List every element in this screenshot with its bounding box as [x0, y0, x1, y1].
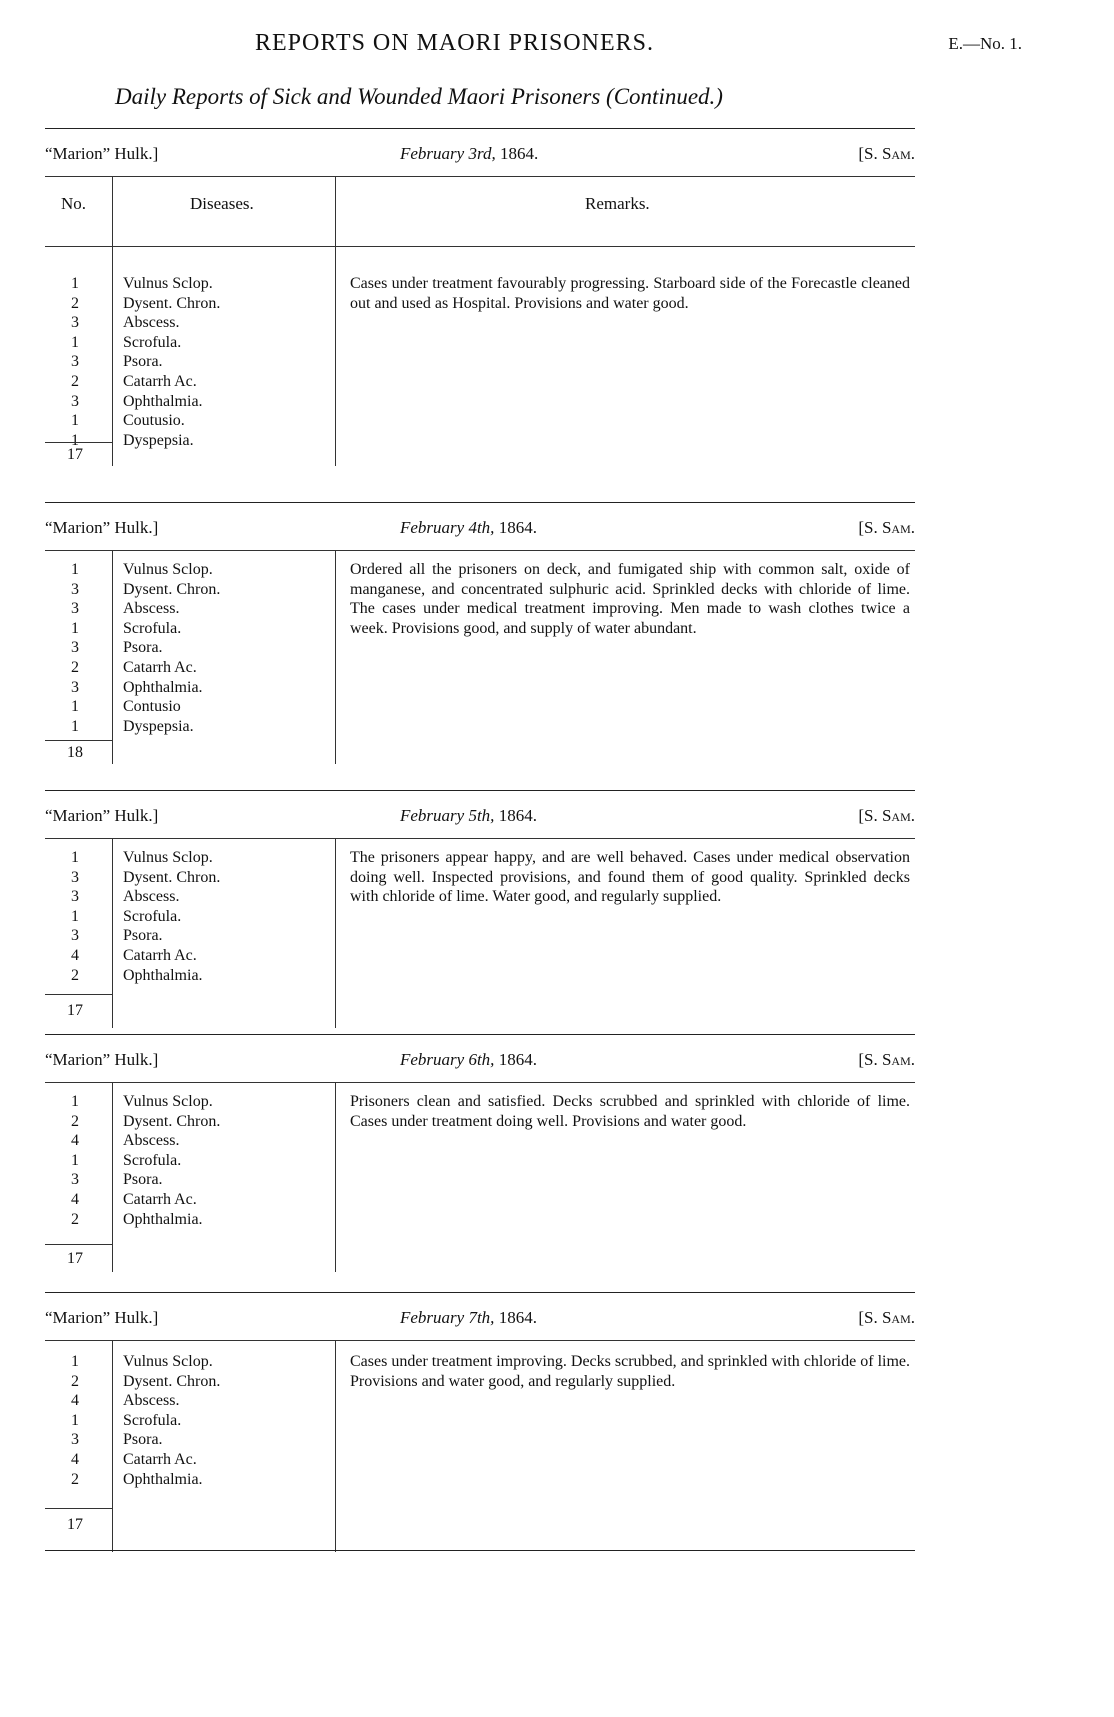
case-count: 1 — [71, 1151, 79, 1169]
daily-report — [45, 1034, 915, 1272]
meta-rule — [45, 838, 915, 839]
case-count: 1 — [71, 1411, 79, 1429]
report-top-rule — [45, 1292, 915, 1293]
daily-report — [45, 128, 915, 466]
disease-name: Vulnus Sclop. — [123, 1093, 213, 1110]
header-rule — [45, 246, 915, 247]
case-count: 3 — [71, 678, 79, 696]
meta-rule — [45, 550, 915, 551]
officer-signature: [S. Sam. — [858, 144, 915, 163]
case-count: 2 — [71, 1112, 79, 1130]
disease-name: Ophthalmia. — [123, 966, 203, 984]
disease-name: Psora. — [123, 1431, 163, 1449]
disease-name: Coutusio. — [123, 412, 185, 430]
total-rule — [45, 740, 112, 741]
total-count: 17 — [67, 1516, 83, 1533]
disease-name: Scrofula. — [123, 1151, 182, 1169]
column-divider — [335, 838, 336, 1028]
remarks-text: The prisoners appear happy, and are well behaved. Cases under medical observation doing well. Inspected provisions, and found them of good quality. Sprinkled decks with chloride of lime. Water good, and regularly supplied. — [350, 849, 910, 906]
column-divider — [335, 1340, 336, 1552]
disease-name: Ophthalmia. — [123, 1470, 203, 1488]
disease-name: Ophthalmia. — [123, 392, 203, 410]
case-count: 1 — [71, 619, 79, 637]
total-rule — [45, 1508, 112, 1509]
report-date: February 5th, 1864. — [400, 806, 537, 825]
column-header-remarks: Remarks. — [585, 194, 650, 213]
disease-name: Scrofula. — [123, 907, 182, 925]
disease-name: Catarrh Ac. — [123, 1190, 197, 1208]
column-header-no: No. — [61, 194, 87, 213]
total-rule — [45, 1244, 112, 1245]
case-count: 2 — [71, 1210, 79, 1228]
remarks-text: Cases under treatment favourably progressing. Starboard side of the Forecastle cleaned out and used as Hospital. Provisions and water good. — [350, 275, 910, 312]
case-count: 1 — [71, 561, 79, 578]
case-count: 4 — [71, 1132, 79, 1150]
case-count: 1 — [71, 849, 79, 866]
total-count: 17 — [67, 446, 83, 463]
disease-name: Dysent. Chron. — [123, 1372, 221, 1390]
disease-name: Dysent. Chron. — [123, 294, 221, 312]
case-count: 1 — [71, 431, 79, 449]
officer-signature: [S. Sam. — [858, 518, 915, 537]
report-date: February 4th, 1864. — [400, 518, 537, 537]
disease-name: Vulnus Sclop. — [123, 275, 213, 292]
column-header-diseases: Diseases. — [190, 194, 254, 213]
disease-name: Psora. — [123, 1171, 163, 1189]
case-count: 2 — [71, 294, 79, 312]
case-count: 3 — [71, 927, 79, 945]
column-divider — [335, 176, 336, 466]
case-count: 3 — [71, 392, 79, 410]
disease-name: Psora. — [123, 639, 163, 657]
ship-name: “Marion” Hulk.] — [45, 806, 159, 825]
case-count: 3 — [71, 580, 79, 598]
meta-rule — [45, 1340, 915, 1341]
meta-rule — [45, 176, 915, 177]
disease-name: Vulnus Sclop. — [123, 849, 213, 866]
disease-name: Ophthalmia. — [123, 1210, 203, 1228]
disease-name: Ophthalmia. — [123, 678, 203, 696]
officer-signature: [S. Sam. — [858, 1308, 915, 1327]
disease-list — [123, 1352, 323, 1489]
document-reference: E.—No. 1. — [948, 34, 1022, 53]
disease-name: Abscess. — [123, 1132, 180, 1150]
disease-list — [123, 274, 323, 450]
daily-report — [45, 502, 915, 764]
disease-name: Catarrh Ac. — [123, 372, 197, 390]
disease-list — [123, 560, 323, 736]
column-divider — [335, 1082, 336, 1272]
ship-name: “Marion” Hulk.] — [45, 1050, 159, 1069]
disease-name: Scrofula. — [123, 1411, 182, 1429]
case-count: 3 — [71, 1171, 79, 1189]
officer-signature: [S. Sam. — [858, 806, 915, 825]
case-count: 1 — [71, 275, 79, 292]
column-divider — [335, 550, 336, 764]
disease-name: Catarrh Ac. — [123, 658, 197, 676]
disease-name: Vulnus Sclop. — [123, 1353, 213, 1370]
report-date: February 6th, 1864. — [400, 1050, 537, 1069]
ship-name: “Marion” Hulk.] — [45, 144, 159, 163]
disease-list — [123, 1092, 323, 1229]
case-counts — [45, 1092, 105, 1229]
column-divider — [112, 838, 113, 1028]
case-counts — [45, 560, 105, 736]
disease-name: Abscess. — [123, 314, 180, 332]
disease-name: Scrofula. — [123, 619, 182, 637]
case-count: 1 — [71, 907, 79, 925]
disease-name: Dyspepsia. — [123, 717, 194, 735]
case-count: 3 — [71, 868, 79, 886]
case-count: 3 — [71, 888, 79, 906]
disease-list — [123, 848, 323, 985]
meta-rule — [45, 1082, 915, 1083]
case-count: 2 — [71, 1470, 79, 1488]
disease-name: Scrofula. — [123, 333, 182, 351]
total-rule — [45, 994, 112, 995]
case-count: 1 — [71, 333, 79, 351]
ship-name: “Marion” Hulk.] — [45, 1308, 159, 1327]
case-count: 2 — [71, 966, 79, 984]
case-count: 3 — [71, 353, 79, 371]
disease-name: Dysent. Chron. — [123, 1112, 221, 1130]
total-count: 18 — [67, 744, 83, 761]
case-count: 2 — [71, 372, 79, 390]
case-count: 4 — [71, 1190, 79, 1208]
disease-name: Catarrh Ac. — [123, 946, 197, 964]
page-title: REPORTS ON MAORI PRISONERS. — [255, 30, 654, 56]
remarks-text: Cases under treatment improving. Decks scrubbed, and sprinkled with chloride of lime. Provisions and water good, and regularly supplied. — [350, 1353, 910, 1390]
total-count: 17 — [67, 1002, 83, 1019]
case-count: 4 — [71, 1450, 79, 1468]
case-count: 1 — [71, 1093, 79, 1110]
disease-name: Psora. — [123, 353, 163, 371]
case-count: 3 — [71, 314, 79, 332]
daily-report — [45, 1292, 915, 1552]
disease-name: Dysent. Chron. — [123, 580, 221, 598]
report-top-rule — [45, 790, 915, 791]
case-count: 4 — [71, 946, 79, 964]
disease-name: Psora. — [123, 927, 163, 945]
page-header — [0, 30, 1114, 70]
disease-name: Abscess. — [123, 888, 180, 906]
disease-name: Catarrh Ac. — [123, 1450, 197, 1468]
disease-name: Dysent. Chron. — [123, 868, 221, 886]
case-count: 2 — [71, 1372, 79, 1390]
daily-report — [45, 790, 915, 1028]
case-count: 1 — [71, 698, 79, 716]
case-count: 2 — [71, 658, 79, 676]
report-top-rule — [45, 502, 915, 503]
case-count: 3 — [71, 639, 79, 657]
column-divider — [112, 1082, 113, 1272]
case-counts — [45, 1352, 105, 1489]
column-divider — [112, 1340, 113, 1552]
disease-name: Vulnus Sclop. — [123, 561, 213, 578]
column-divider — [112, 550, 113, 764]
disease-name: Abscess. — [123, 1392, 180, 1410]
officer-signature: [S. Sam. — [858, 1050, 915, 1069]
case-count: 3 — [71, 600, 79, 618]
total-rule — [45, 442, 112, 443]
report-top-rule — [45, 128, 915, 129]
report-date: February 7th, 1864. — [400, 1308, 537, 1327]
total-count: 17 — [67, 1250, 83, 1267]
ship-name: “Marion” Hulk.] — [45, 518, 159, 537]
case-count: 3 — [71, 1431, 79, 1449]
report-bottom-rule — [45, 1550, 915, 1551]
case-count: 1 — [71, 1353, 79, 1370]
remarks-text: Ordered all the prisoners on deck, and fumigated ship with common salt, oxide of manganese, and concentrated sulphuric acid. Sprinkled decks with chloride of lime. The cases under medical treatment improving. Men made to wash clothes twice a week. Provisions good, and supply of water abundant. — [350, 561, 910, 637]
case-count: 1 — [71, 717, 79, 735]
page-subtitle: Daily Reports of Sick and Wounded Maori Prisoners (Continued.) — [115, 84, 723, 109]
disease-name: Dyspepsia. — [123, 431, 194, 449]
disease-name: Contusio — [123, 698, 181, 716]
report-date: February 3rd, 1864. — [400, 144, 539, 163]
column-divider — [112, 176, 113, 466]
report-top-rule — [45, 1034, 915, 1035]
case-counts — [45, 274, 105, 450]
remarks-text: Prisoners clean and satisfied. Decks scrubbed and sprinkled with chloride of lime. Cases under treatment doing well. Provisions and water good. — [350, 1093, 910, 1130]
case-count: 1 — [71, 412, 79, 430]
disease-name: Abscess. — [123, 600, 180, 618]
case-counts — [45, 848, 105, 985]
case-count: 4 — [71, 1392, 79, 1410]
